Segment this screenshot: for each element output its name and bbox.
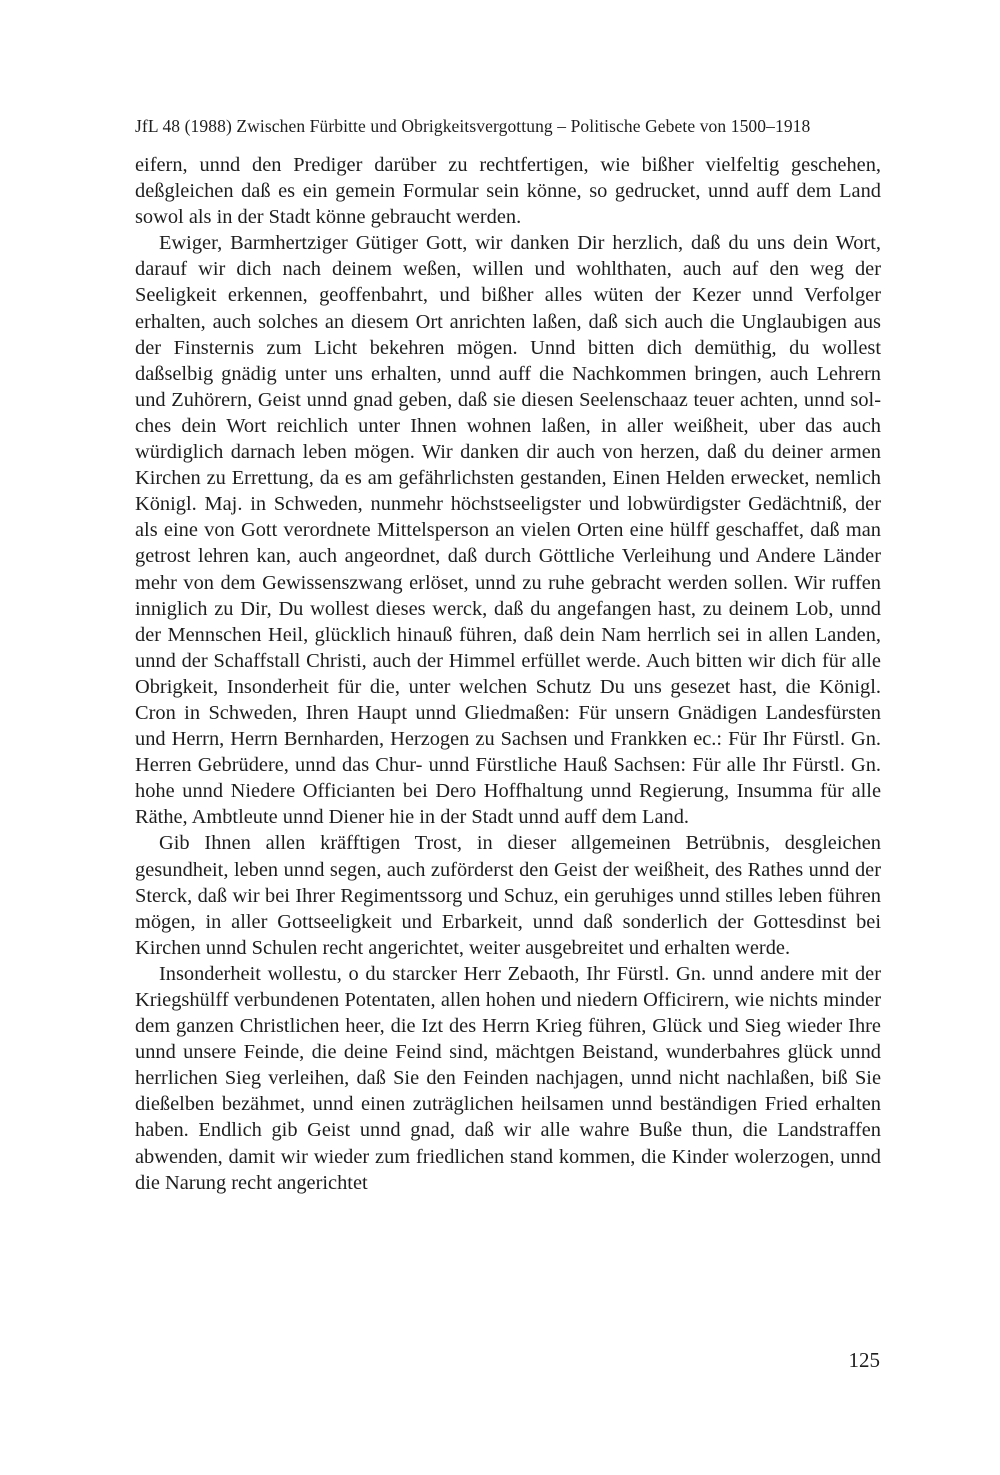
paragraph-prayer-war: Insonderheit wollestu, o du starcker Herr Zebaoth, Ihr Fürstl. Gn. unnd andere mit der Kriegshülff verbundenen Potentaten, allen hohen und niedern Officirern, wie nichts minder dem ganzen Christlichen heer, die Izt des Herrn Krieg führen, Glück und Sieg wieder Ihre unnd unsere Feinde, die deine Feind sind, mächtgen Beistand, wunderbahres glück unnd herrlichen Sieg verleihen, daß Sie den Feinden nachjagen, unnd nicht nachlaßen, biß Sie dießelben bezähmet, unnd einen zuträglichen heilsamen unnd beständigen Fried erhalten haben. Endlich gib Geist unnd gnad, daß wir alle wahre Buße thun, die Landstraffen abwenden, damit wir wieder zum friedlichen stand kommen, die Kinder wolerzogen, unnd die Narung recht angerichtet bbox=[135, 962, 881, 1194]
page-number: 125 bbox=[848, 1348, 880, 1372]
paragraph-continuation: eifern, unnd den Prediger darüber zu rechtfertigen, wie bißher vielfeltig geschehen, deßgleichen daß es ein gemein Formular sein könne, so gedrucket, unnd auff dem Land sowol als in der Stadt könne gebraucht werden. bbox=[135, 154, 881, 229]
paragraph-prayer-comfort: Gib Ihnen allen kräfftigen Trost, in dieser allgemeinen Betrübnis, desgleichen gesundheit, leben unnd segen, auch zuförderst den Geist der weißheit, des Rathes unnd der Sterck, daß wir bei Ihrer Regimentssorg und Schuz, ein geruhiges unnd stilles leben führen mögen, in aller Gottseeligkeit und Erbarkeit, unnd daß sonderlich der Gottesdinst bei Kirchen unnd Schulen recht angerichtet, weiter ausgebreitet und erhalten werde. bbox=[135, 832, 881, 959]
running-header: JfL 48 (1988) Zwischen Fürbitte und Obrigkeitsvergottung – Politische Gebete von 1500–1918 bbox=[135, 116, 811, 136]
paragraph-prayer-thanks: Ewiger, Barmhertziger Gütiger Gott, wir danken Dir herzlich, daß du uns dein Wort, darauf wir dich nach deinem weßen, willen und wohlthaten, auch auf den weg der Seeligkeit erkennen, geoffenbahrt, und bißher alles wüten der Kezer unnd Verfolger erhalten, auch solches an diesem Ort anrichten laßen, daß sich auch die Unglaubigen aus der Finsternis zum Licht bekehren mögen. Unnd bitten dich demüthig, du wollest daßselbig gnädig unter uns erhalten, unnd auff die Nachkommen bringen, auch Lehrern und Zuhörern, Geist unnd gnad geben, daß sie diesen Seelenschaaz teuer achten, unnd solches dein Wort reichlich unter Ihnen wohnen laßen, in aller weißheit, uber das auch würdiglich darnach leben mögen. Wir danken dir auch von herzen, daß du deiner armen Kirchen zu Errettung, da es am gefährlichsten gestanden, Einen Helden erwecket, nemlich Königl. Maj. in Schweden, nunmehr höchstseeligster und lobwürdigster Gedächtniß, der als eine von Gott verordnete Mittelsperson an vielen Orten eine hülff geschaffet, daß man getrost lehren kan, auch angeordnet, daß durch Göttliche Verleihung und Andere Länder mehr von dem Gewissenszwang erlöset, unnd zu ruhe gebracht werden sollen. Wir ruffen inniglich zu Dir, Du wollest dieses werck, daß du angefangen hast, zu deinem Lob, unnd der Mennschen Heil, glücklich hinauß führen, daß dein Nam herrlich sei in allen Landen, unnd der Schaffstall Christi, auch der Himmel erfüllet werde. Auch bitten wir dich für alle Obrigkeit, Insonderheit für die, unter welchen Schutz Du uns gesezet hast, die Königl. Cron in Schweden, Ihren Haupt unnd Gliedmaßen: Für unsern Gnädigen Landesfürsten und Herrn, Herrn Bernharden, Herzogen zu Sachsen und Frankken ec.: Für Ihr Fürstl. Gn. Herren Gebrüdere, unnd das Chur- unnd Fürstliche Hauß Sachsen: Für alle Ihr Fürstl. Gn. hohe unnd Niedere Officianten bei Dero Hoffhaltung unnd Regierung, Insumma für alle Räthe, Ambtleute unnd Diener hie in der Stadt unnd auff dem Land. bbox=[135, 232, 881, 829]
body-text bbox=[135, 152, 881, 1196]
